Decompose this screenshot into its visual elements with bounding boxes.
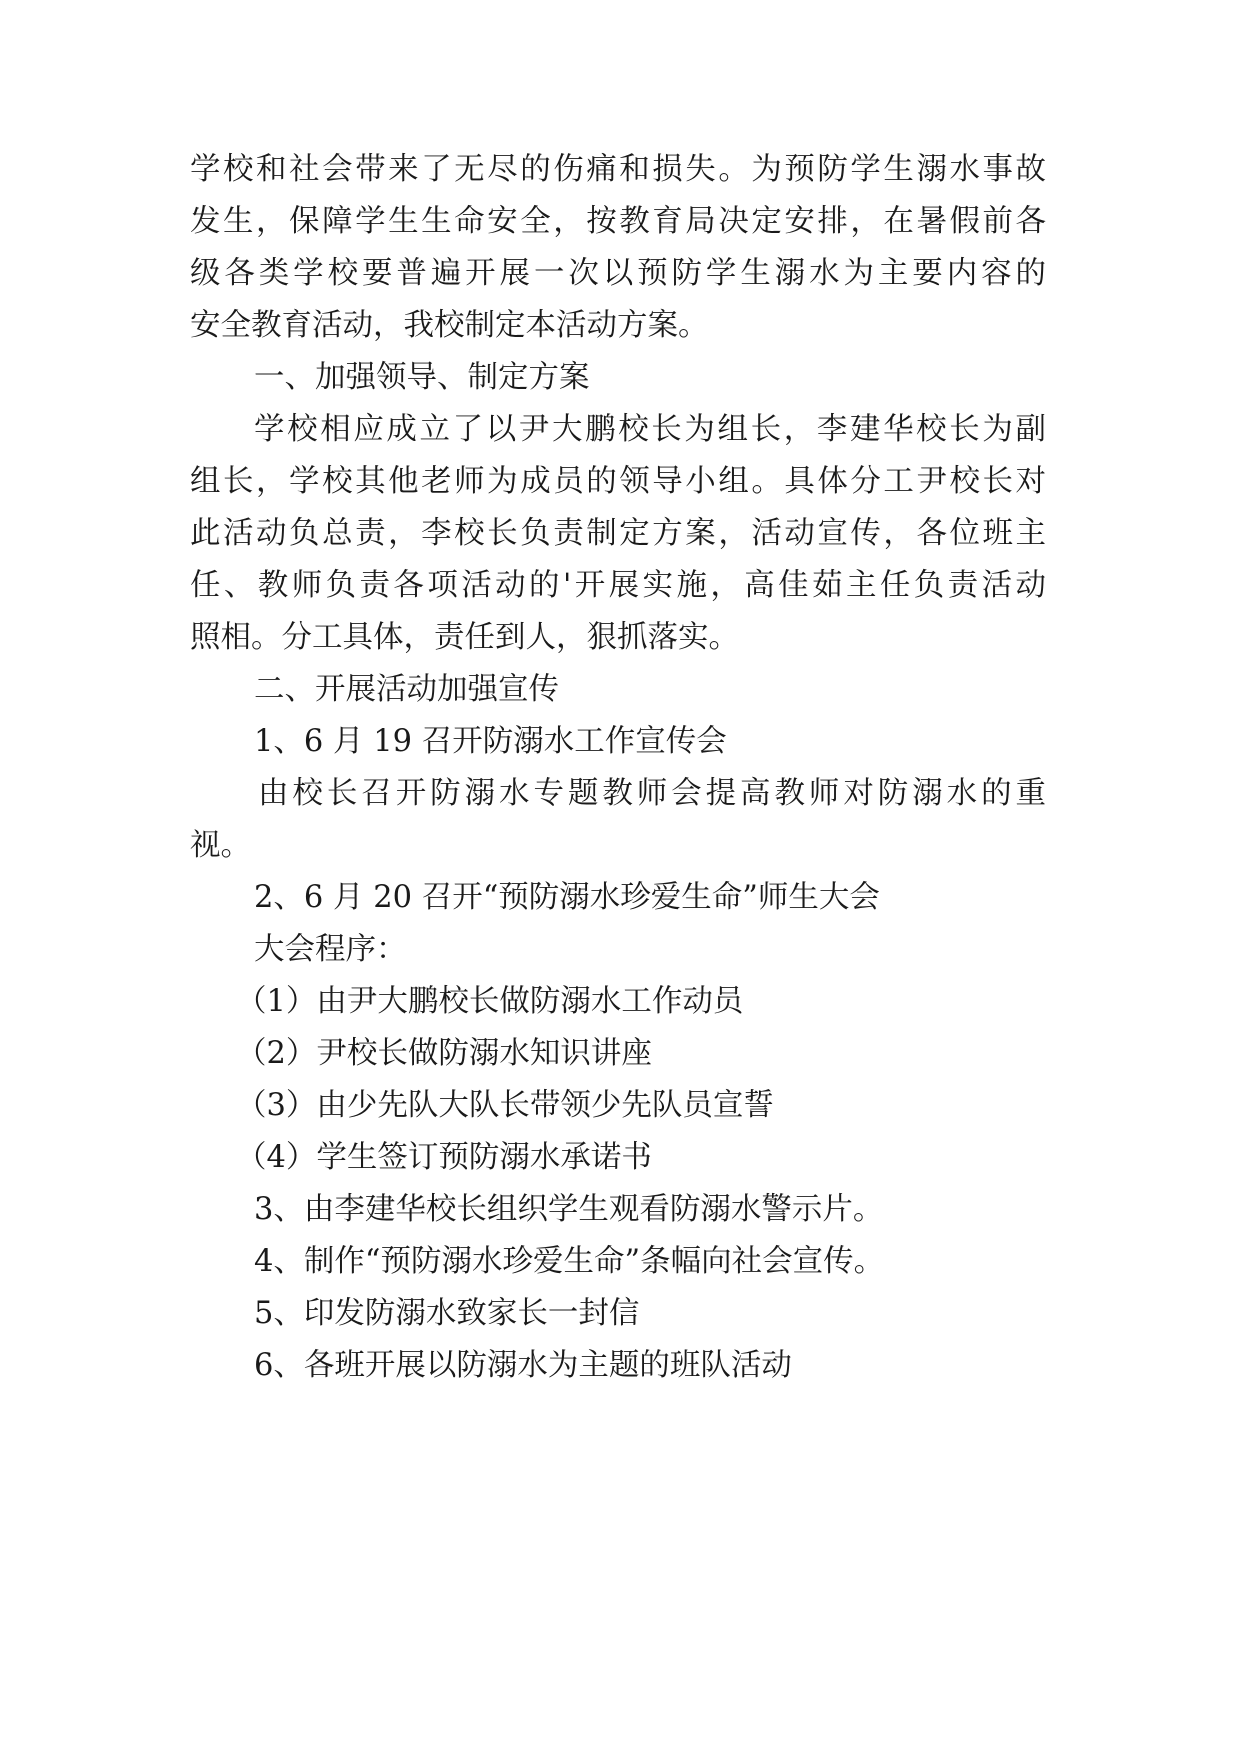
list-item: 2、6 月 20 召开“预防溺水珍爱生命”师生大会	[254, 880, 880, 915]
section-heading: 一、加强领导、制定方案	[254, 360, 590, 395]
paragraph-line: 由校长召开防溺水专题教师会提高教师对防溺水的重	[258, 776, 1046, 811]
list-item: 6、各班开展以防溺水为主题的班队活动	[254, 1348, 792, 1383]
list-item: 3、由李建华校长组织学生观看防溺水警示片。	[254, 1192, 884, 1227]
list-item: 1、6 月 19 召开防溺水工作宣传会	[254, 724, 727, 759]
intro-line: 发生，保障学生生命安全，按教育局决定安排，在暑假前各	[190, 204, 1046, 239]
program-item: （2）尹校长做防溺水知识讲座	[236, 1036, 652, 1071]
section1-line: 任、教师负责各项活动的'开展实施，高佳茹主任负责活动	[190, 568, 1046, 603]
section1-line: 学校相应成立了以尹大鹏校长为组长，李建华校长为副	[254, 412, 1046, 447]
paragraph-line: 视。	[190, 828, 251, 863]
intro-line: 级各类学校要普遍开展一次以预防学生溺水为主要内容的	[190, 256, 1046, 291]
program-item: （3）由少先队大队长带领少先队员宣誓	[236, 1088, 774, 1123]
section1-line: 组长，学校其他老师为成员的领导小组。具体分工尹校长对	[190, 464, 1046, 499]
program-label: 大会程序：	[254, 932, 407, 967]
list-item: 4、制作“预防溺水珍爱生命”条幅向社会宣传。	[254, 1244, 885, 1279]
section1-line: 照相。分工具体，责任到人，狠抓落实。	[190, 620, 739, 655]
program-item: （4）学生签订预防溺水承诺书	[236, 1140, 652, 1175]
list-item: 5、印发防溺水致家长一封信	[254, 1296, 640, 1331]
section1-line: 此活动负总责，李校长负责制定方案，活动宣传，各位班主	[190, 516, 1046, 551]
section-heading: 二、开展活动加强宣传	[254, 672, 559, 707]
intro-line: 安全教育活动，我校制定本活动方案。	[190, 308, 709, 343]
program-item: （1）由尹大鹏校长做防溺水工作动员	[236, 984, 744, 1019]
intro-line: 学校和社会带来了无尽的伤痛和损失。为预防学生溺水事故	[190, 152, 1046, 187]
